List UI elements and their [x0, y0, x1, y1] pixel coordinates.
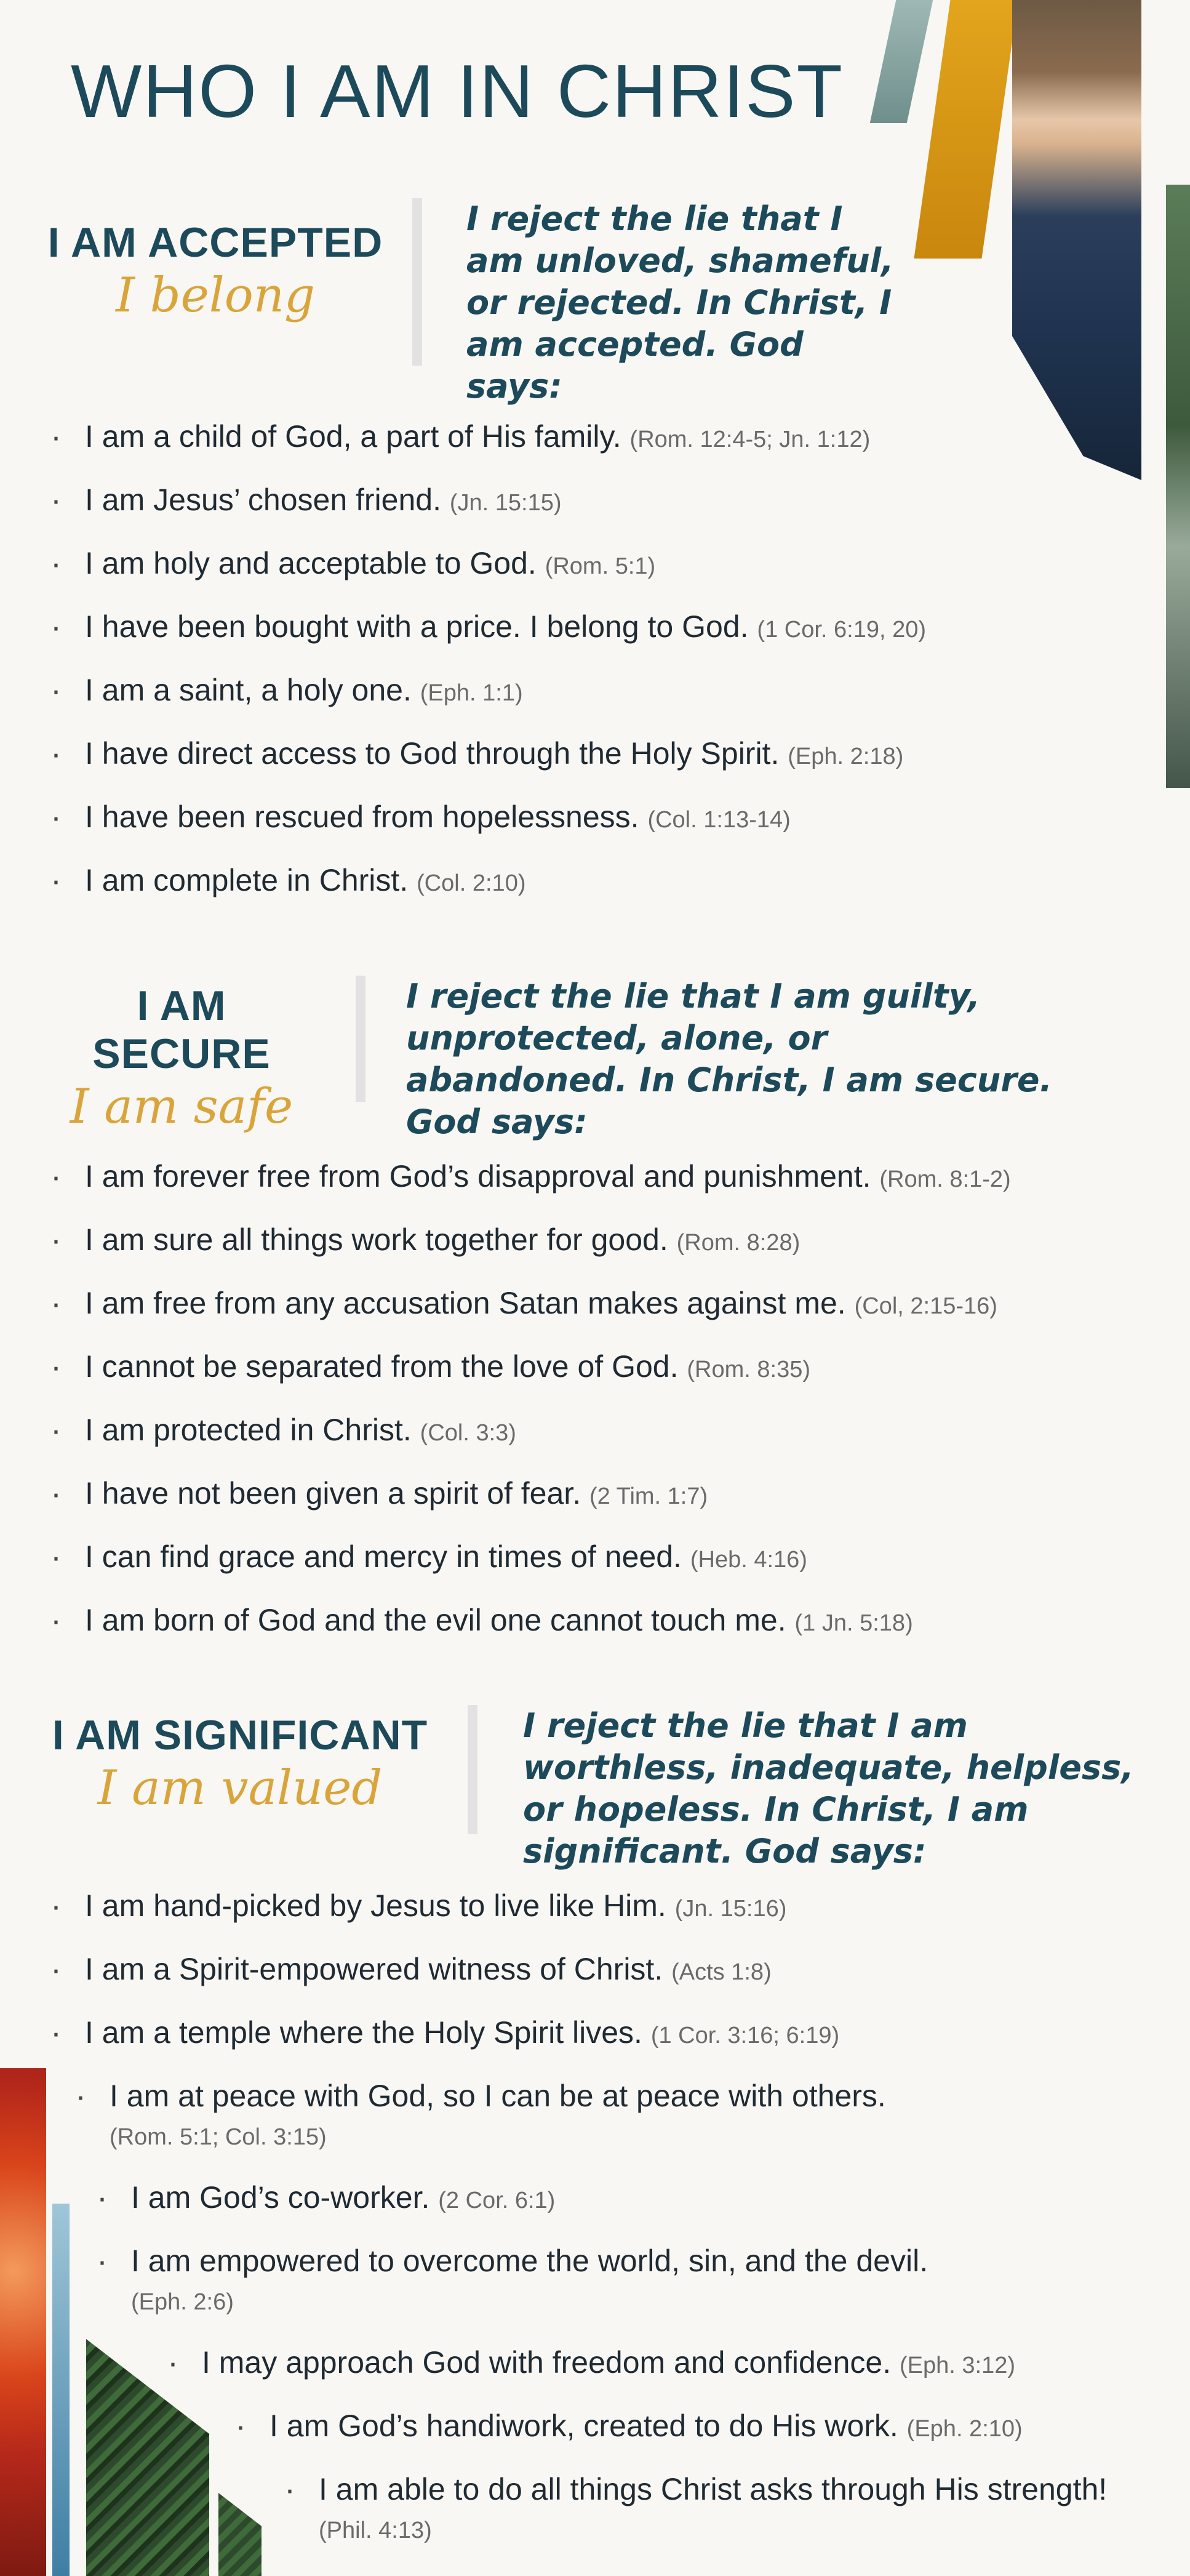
list-item: · I am a saint, a holy one. (Eph. 1:1): [49, 671, 1120, 712]
photo-strip-praying-hands: [1012, 0, 1141, 480]
list-item: · I am holy and acceptable to God. (Rom. 5:1): [49, 544, 1120, 585]
section-title: I AM SIGNIFICANT: [52, 1712, 428, 1759]
section-accepted-list: [49, 417, 1120, 925]
list-item: · I am a temple where the Holy Spirit lives. (1 Cor. 3:16; 6:19): [49, 2013, 1169, 2055]
list-item: · I am hand-picked by Jesus to live like Him. (Jn. 15:16): [49, 1887, 1169, 1928]
list-item: · I am at peace with God, so I can be at peace with others. (Rom. 5:1; Col. 3:15): [74, 2077, 1119, 2156]
list-item: · I am a Spirit-empowered witness of Christ. (Acts 1:8): [49, 1950, 1169, 1991]
list-item: · I can find grace and mercy in times of need. (Heb. 4:16): [49, 1538, 1190, 1579]
section-significant-list: [49, 1887, 1169, 2572]
photo-strip-yellow: [914, 0, 1018, 259]
list-item: · I am Jesus’ chosen friend. (Jn. 15:15): [49, 481, 1120, 522]
list-item: · I cannot be separated from the love of God. (Rom. 8:35): [49, 1347, 1190, 1389]
section-title: I AM SECURE: [92, 982, 271, 1077]
list-item: · I have been bought with a price. I belong to God. (1 Cor. 6:19, 20): [49, 608, 1120, 649]
list-item: · I may approach God with freedom and confidence. (Eph. 3:12): [166, 2343, 1169, 2385]
list-item: · I am complete in Christ. (Col. 2:10): [49, 861, 1120, 902]
section-secure-header: [43, 982, 320, 1134]
list-item: · I have been rescued from hopelessness. (Col. 1:13-14): [49, 798, 1120, 839]
list-item: · I am sure all things work together for good. (Rom. 8:28): [49, 1221, 1190, 1262]
list-item: · I am God’s co-worker. (2 Cor. 6:1): [95, 2178, 1169, 2220]
photo-strip-flower: [0, 2068, 46, 2576]
photo-strip-foliage: [1166, 185, 1190, 788]
section-subtitle: I belong: [116, 268, 315, 323]
section-lie-statement: I reject the lie that I am worthless, inadequate, helpless, or hopeless. In Christ, I am significant. God says:: [523, 1706, 1134, 1871]
list-item: · I am a child of God, a part of His family. (Rom. 12:4-5; Jn. 1:12): [49, 417, 1120, 459]
list-item: · I am forever free from God’s disapproval and punishment. (Rom. 8:1-2): [49, 1157, 1190, 1198]
list-item: · I am empowered to overcome the world, sin, and the devil. (Eph. 2:6): [95, 2242, 1140, 2321]
section-lie-statement: I reject the lie that I am unloved, shameful, or rejected. In Christ, I am accepted. God says:: [466, 199, 894, 406]
list-item: · I am able to do all things Christ asks through His strength! (Phil. 4:13): [283, 2470, 1119, 2550]
section-significant-header: [43, 1711, 437, 1816]
list-item: · I am born of God and the evil one cannot touch me. (1 Jn. 5:18): [49, 1601, 1190, 1642]
list-item: · I have not been given a spirit of fear. (2 Tim. 1:7): [49, 1474, 1190, 1515]
list-item: · I have direct access to God through the Holy Spirit. (Eph. 2:18): [49, 734, 1120, 776]
section-subtitle: I am valued: [97, 1760, 383, 1816]
section-lie-statement: I reject the lie that I am guilty, unprotected, alone, or abandoned. In Christ, I am secure. God says:: [406, 977, 1052, 1141]
section-subtitle: I am safe: [70, 1079, 294, 1134]
section-divider: [356, 976, 365, 1102]
section-divider: [468, 1705, 477, 1834]
section-accepted-header: [43, 219, 388, 323]
section-divider: [412, 198, 422, 366]
section-secure-list: [49, 1157, 1190, 1664]
photo-strip-water: [870, 0, 933, 123]
list-item: · I am protected in Christ. (Col. 3:3): [49, 1411, 1190, 1452]
list-item: · I am God’s handiwork, created to do His work. (Eph. 2:10): [234, 2407, 1169, 2448]
section-title: I AM ACCEPTED: [47, 219, 383, 266]
page-title: WHO I AM IN CHRIST: [71, 49, 844, 133]
list-item: · I am free from any accusation Satan makes against me. (Col, 2:15-16): [49, 1284, 1190, 1325]
